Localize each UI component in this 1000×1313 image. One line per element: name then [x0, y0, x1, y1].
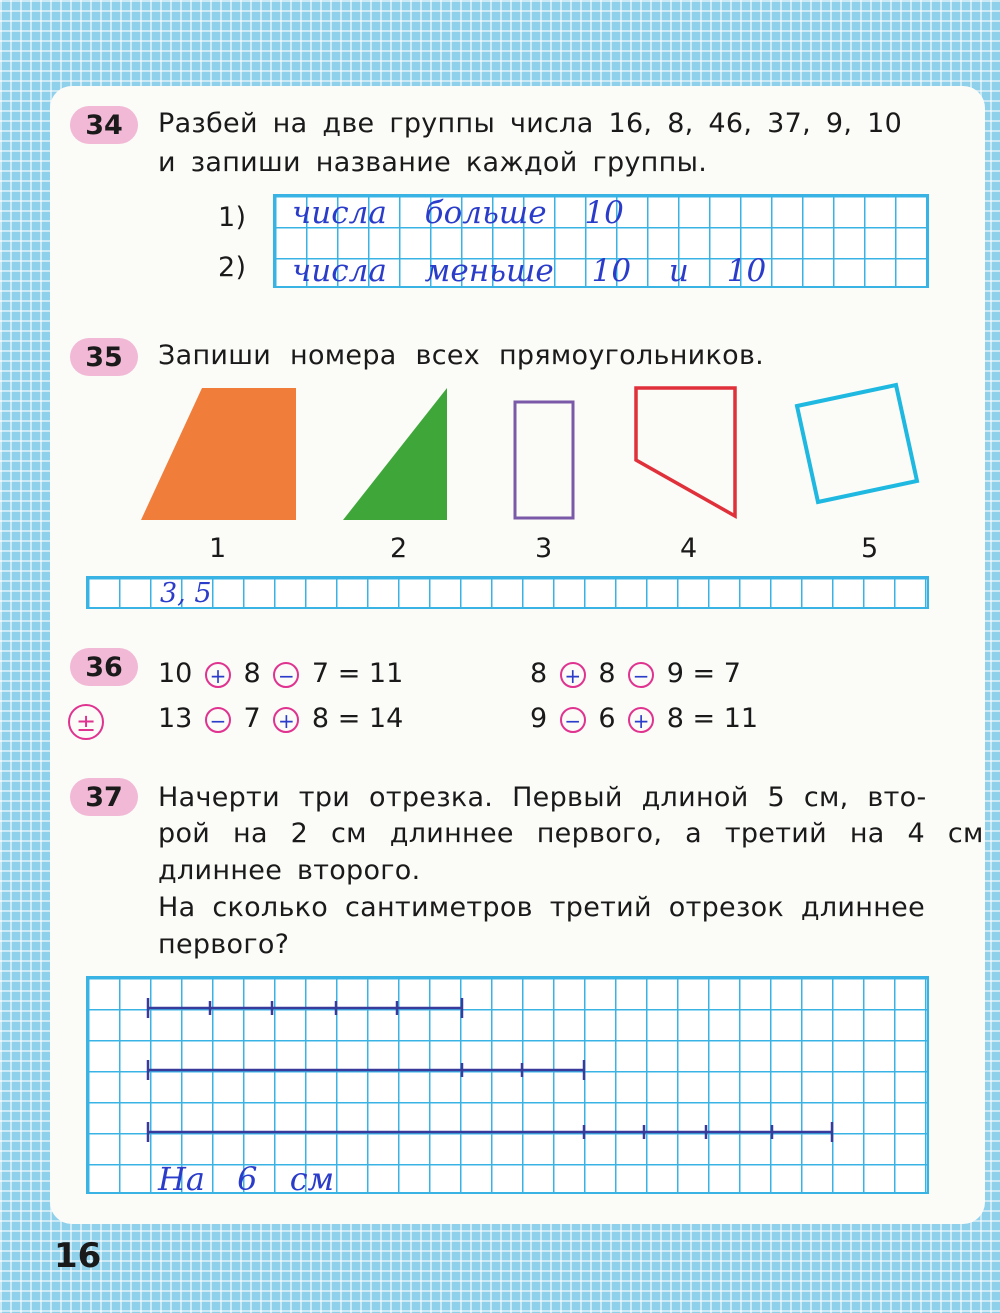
- task-34-answer-2: числа меньше 10 и 10: [292, 253, 767, 289]
- task-35-text: Запиши номера всех прямоугольников.: [158, 340, 765, 371]
- task-34-number: 34: [70, 106, 138, 144]
- figure-label-2: 2: [390, 533, 408, 564]
- task-34-answer-1: числа больше 10: [292, 195, 624, 231]
- eq1-b: 8: [243, 658, 261, 689]
- eq3-a: 13: [158, 703, 193, 734]
- task-35-answer: 3, 5: [160, 578, 212, 609]
- task-37-text-line3: длиннее второго.: [158, 855, 421, 886]
- eq2-result: = 7: [692, 658, 741, 689]
- eq3-result: = 14: [337, 703, 404, 734]
- figure-label-4: 4: [680, 533, 698, 564]
- eq1-a: 10: [158, 658, 193, 689]
- eq3-b: 7: [243, 703, 261, 734]
- eq1-result: = 11: [337, 658, 404, 689]
- task-36-number: 36: [70, 648, 138, 686]
- eq2-a: 8: [530, 658, 548, 689]
- plus-minus-icon: ±: [68, 704, 104, 740]
- eq4-a: 9: [530, 703, 548, 734]
- eq4-operator-1[interactable]: −: [560, 707, 586, 733]
- eq4-result: = 11: [692, 703, 759, 734]
- eq2-b: 8: [598, 658, 616, 689]
- eq1-c: 7: [311, 658, 330, 689]
- task-37-answer: На 6 см: [158, 1160, 335, 1198]
- task-34-text-line1: Разбей на две группы числа 16, 8, 46, 37, 9, 10: [158, 108, 903, 139]
- task-34-label-1: 1): [218, 202, 247, 233]
- task-35-number: 35: [70, 338, 138, 376]
- eq3-operator-1[interactable]: −: [205, 707, 231, 733]
- task-37-text-line1: Начерти три отрезка. Первый длиной 5 см, вто-: [158, 782, 927, 813]
- eq4-c: 8: [666, 703, 684, 734]
- task-34-text-line2: и запиши название каждой группы.: [158, 147, 708, 178]
- figure-label-5: 5: [861, 533, 879, 564]
- task-37-text-line4: На сколько сантиметров третий отрезок длиннее: [158, 892, 926, 923]
- eq2-c: 9: [666, 658, 684, 689]
- eq4-b: 6: [598, 703, 616, 734]
- eq3-operator-2[interactable]: +: [273, 707, 299, 733]
- figure-label-1: 1: [209, 533, 227, 564]
- eq1-operator-1[interactable]: +: [205, 662, 231, 688]
- eq4-operator-2[interactable]: +: [628, 707, 654, 733]
- eq2-operator-2[interactable]: −: [628, 662, 654, 688]
- figure-label-3: 3: [535, 533, 553, 564]
- task-37-number: 37: [70, 778, 138, 816]
- eq1-operator-2[interactable]: −: [273, 662, 299, 688]
- task-37-text-line2: рой на 2 см длиннее первого, а третий на 4 см: [158, 818, 984, 849]
- task-34-label-2: 2): [218, 252, 247, 283]
- task-37-text-line5: первого?: [158, 929, 290, 960]
- page-number: 16: [54, 1236, 102, 1276]
- eq2-operator-1[interactable]: +: [560, 662, 586, 688]
- eq3-c: 8: [311, 703, 330, 734]
